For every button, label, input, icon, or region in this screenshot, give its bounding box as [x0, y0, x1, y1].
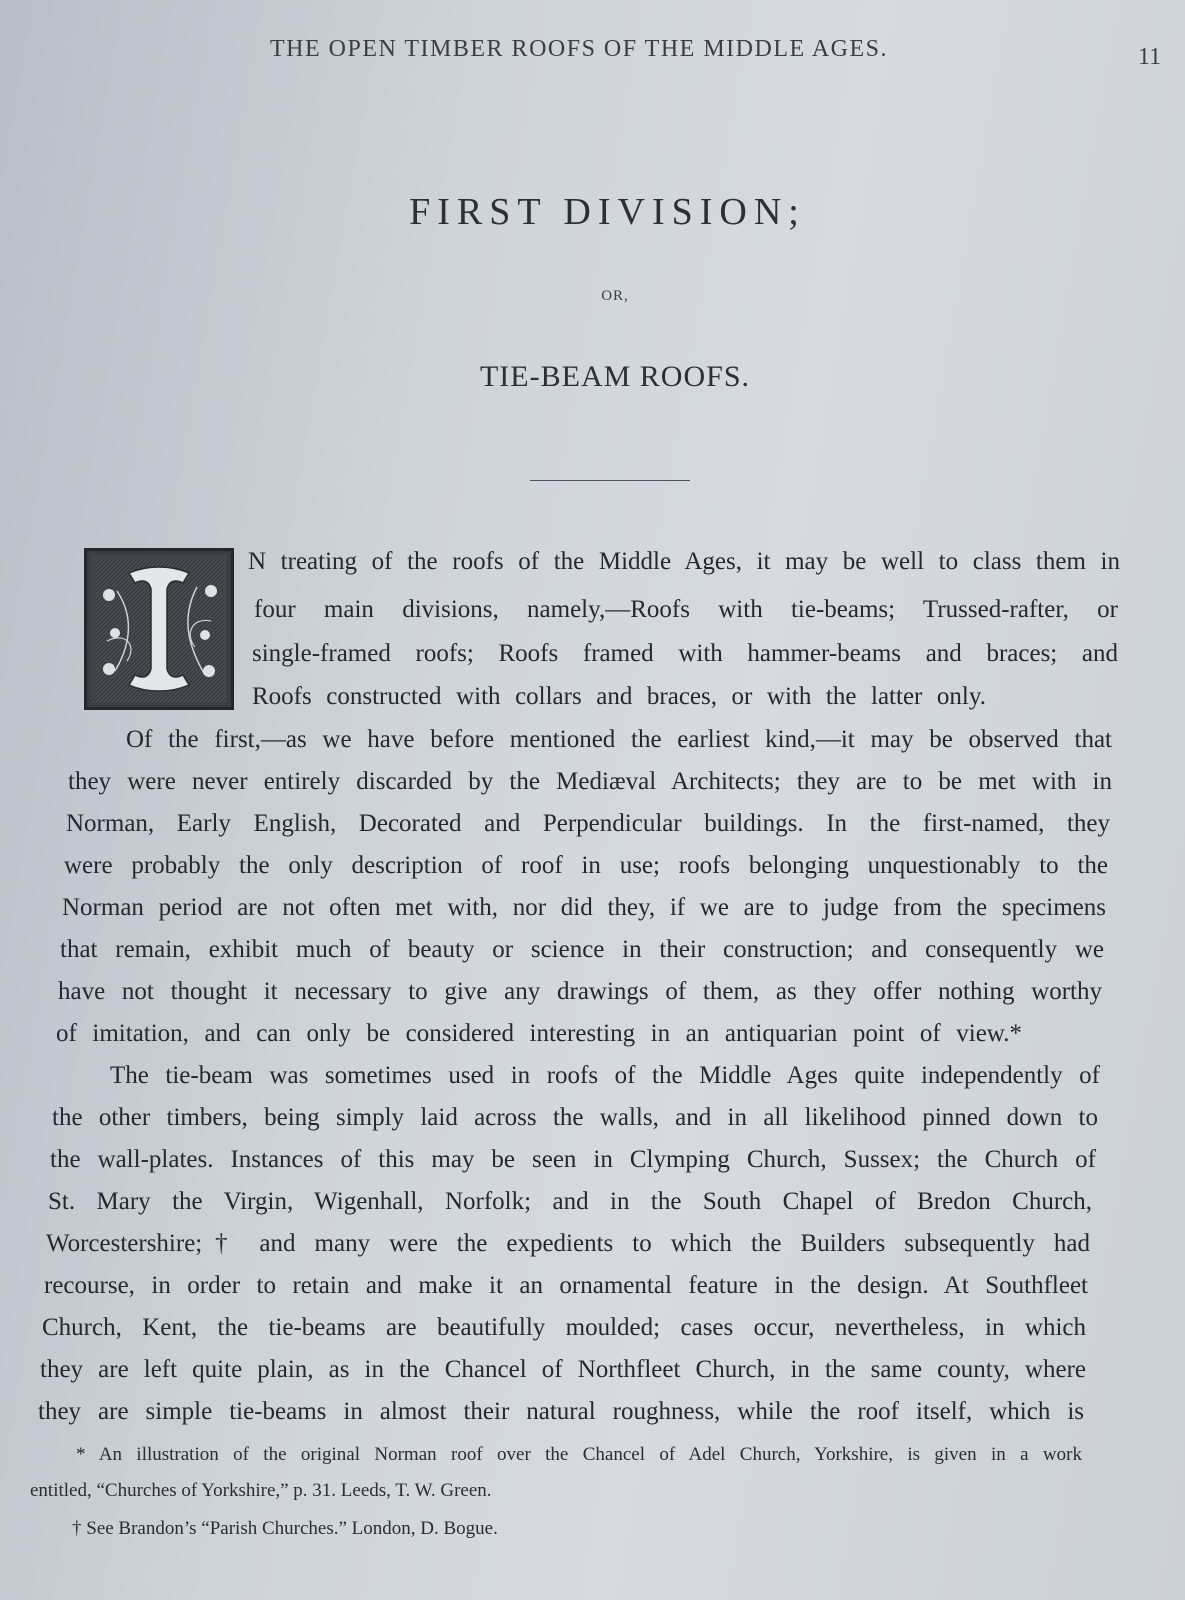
body-line: have not thought it necessary to give any drawings of them, as they offer nothing worthy [58, 978, 1102, 1005]
body-line: Worcestershire;† and many were the expedients to which the Builders subsequently had [46, 1230, 1090, 1257]
body-line: single-framed roofs; Roofs framed with hammer-beams and braces; and [252, 640, 1118, 667]
body-line: the other timbers, being simply laid across the walls, and in all likelihood pinned down to [52, 1104, 1098, 1131]
page-number: 11 [1138, 44, 1162, 70]
body-line: they are left quite plain, as in the Chancel of Northfleet Church, in the same county, where [40, 1356, 1086, 1383]
drop-cap-ornament-icon [87, 551, 231, 707]
body-line: they are simple tie-beams in almost their natural roughness, while the roof itself, which is [38, 1398, 1084, 1425]
body-line: four main divisions, namely,—Roofs with tie-beams; Trussed-rafter, or [254, 596, 1118, 623]
body-line: The tie-beam was sometimes used in roofs of the Middle Ages quite independently of [110, 1062, 1100, 1089]
body-line: N treating of the roofs of the Middle Ages, it may be well to class them in [248, 548, 1120, 575]
footnote-line: entitled, “Churches of Yorkshire,” p. 31. Leeds, T. W. Green. [30, 1480, 492, 1501]
or-label: OR, [601, 288, 629, 304]
body-line: recourse, in order to retain and make it an ornamental feature in the design. At Southfleet [44, 1272, 1088, 1299]
footnote-line: * An illustration of the original Norman roof over the Chancel of Adel Church, Yorkshire, is given in a work [76, 1444, 1082, 1465]
body-line: St. Mary the Virgin, Wigenhall, Norfolk; and in the South Chapel of Bredon Church, [48, 1188, 1092, 1215]
body-line: Norman, Early English, Decorated and Perpendicular buildings. In the first-named, they [66, 810, 1110, 837]
section-subtitle: TIE-BEAM ROOFS. [479, 360, 750, 393]
section-rule [530, 480, 690, 481]
body-line: of imitation, and can only be considered interesting in an antiquarian point of view.* [56, 1020, 1022, 1047]
body-line: Of the first,—as we have before mentioned the earliest kind,—it may be observed that [126, 726, 1112, 753]
footnote-line: † See Brandon’s “Parish Churches.” London, D. Bogue. [72, 1518, 498, 1539]
body-line: were probably the only description of roof in use; roofs belonging unquestionably to the [64, 852, 1108, 879]
running-title: THE OPEN TIMBER ROOFS OF THE MIDDLE AGES. [270, 36, 888, 62]
body-line: Roofs constructed with collars and braces, or with the latter only. [252, 683, 986, 710]
division-title: FIRST DIVISION; [409, 191, 806, 233]
body-line: Church, Kent, the tie-beams are beautifully moulded; cases occur, nevertheless, in which [42, 1314, 1086, 1341]
body-line: Norman period are not often met with, nor did they, if we are to judge from the specimens [62, 894, 1106, 921]
body-line: they were never entirely discarded by the Mediæval Architects; they are to be met with in [68, 768, 1112, 795]
body-line: the wall-plates. Instances of this may be seen in Clymping Church, Sussex; the Church of [50, 1146, 1096, 1173]
body-line: that remain, exhibit much of beauty or science in their construction; and consequently we [60, 936, 1104, 963]
drop-cap-illuminated-letter [84, 548, 234, 710]
